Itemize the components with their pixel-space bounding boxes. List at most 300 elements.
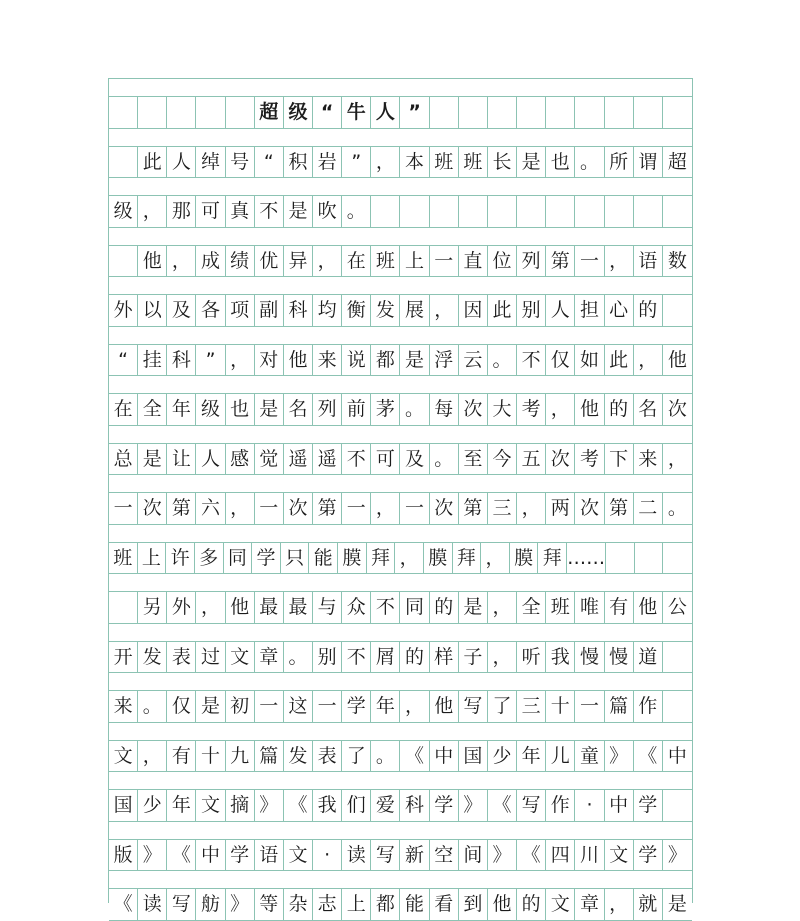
grid-cell: 以 bbox=[138, 295, 167, 326]
grid-cell: 不 bbox=[255, 196, 284, 227]
grid-cell bbox=[109, 246, 138, 277]
grid-cell: 中 bbox=[196, 840, 225, 871]
grid-cell: 一 bbox=[400, 493, 429, 524]
grid-cell: 间 bbox=[459, 840, 488, 871]
grid-cell: 第 bbox=[167, 493, 196, 524]
grid-cell: 国 bbox=[109, 790, 138, 821]
title-cell bbox=[226, 97, 255, 128]
grid-cell: 许 bbox=[166, 543, 195, 574]
grid-cell: 能 bbox=[309, 543, 338, 574]
row-gap-band bbox=[109, 673, 692, 691]
grid-cell: 他 bbox=[284, 345, 313, 376]
grid-cell: 写 bbox=[167, 889, 196, 920]
grid-cell: 。 bbox=[400, 394, 429, 425]
grid-cell: 让 bbox=[167, 444, 196, 475]
grid-cell: 了 bbox=[342, 741, 371, 772]
title-cell bbox=[109, 97, 138, 128]
row-gap-band bbox=[109, 376, 692, 394]
title-cell bbox=[634, 97, 663, 128]
grid-cell: 一 bbox=[430, 246, 459, 277]
row-gap-band bbox=[109, 624, 692, 642]
grid-cell: 是 bbox=[284, 196, 313, 227]
grid-cell: ， bbox=[196, 592, 225, 623]
grid-cell: 章 bbox=[575, 889, 604, 920]
grid-cell: 新 bbox=[400, 840, 429, 871]
cell-band bbox=[109, 889, 692, 921]
title-cell bbox=[605, 97, 634, 128]
grid-cell: 大 bbox=[488, 394, 517, 425]
grid-cell: ， bbox=[481, 543, 510, 574]
grid-cell: 今 bbox=[488, 444, 517, 475]
grid-cell: 文 bbox=[605, 840, 634, 871]
grid-cell: 直 bbox=[459, 246, 488, 277]
grid-cell: 是 bbox=[138, 444, 167, 475]
grid-cell: 次 bbox=[546, 444, 575, 475]
grid-cell: 同 bbox=[224, 543, 253, 574]
grid-cell: 一 bbox=[575, 246, 604, 277]
grid-cell: 读 bbox=[138, 889, 167, 920]
grid-cell: 科 bbox=[284, 295, 313, 326]
grid-cell: “ bbox=[255, 147, 284, 178]
grid-cell: 只 bbox=[281, 543, 310, 574]
cell-band bbox=[109, 642, 692, 674]
grid-cell: 多 bbox=[195, 543, 224, 574]
title-cell: “ bbox=[313, 97, 342, 128]
grid-cell: 样 bbox=[430, 642, 459, 673]
grid-cell: 《 bbox=[167, 840, 196, 871]
grid-cell: 感 bbox=[226, 444, 255, 475]
grid-cell: 文 bbox=[226, 642, 255, 673]
grid-cell: 一 bbox=[109, 493, 138, 524]
grid-cell: 们 bbox=[342, 790, 371, 821]
grid-cell bbox=[400, 196, 429, 227]
grid-cell bbox=[109, 147, 138, 178]
grid-cell: ， bbox=[634, 345, 663, 376]
grid-cell: 发 bbox=[138, 642, 167, 673]
grid-cell: 》 bbox=[605, 741, 634, 772]
grid-cell: 少 bbox=[488, 741, 517, 772]
grid-cell: 一 bbox=[575, 691, 604, 722]
grid-cell: 展 bbox=[400, 295, 429, 326]
grid-cell: 他 bbox=[226, 592, 255, 623]
grid-cell: 次 bbox=[575, 493, 604, 524]
grid-cell: ， bbox=[226, 345, 255, 376]
grid-cell: 不 bbox=[342, 444, 371, 475]
grid-cell: ， bbox=[138, 196, 167, 227]
grid-cell: 语 bbox=[634, 246, 663, 277]
grid-cell: 异 bbox=[284, 246, 313, 277]
grid-cell: 这 bbox=[284, 691, 313, 722]
grid-cell: 次 bbox=[284, 493, 313, 524]
grid-cell: 仅 bbox=[167, 691, 196, 722]
grid-cell: 中 bbox=[667, 744, 687, 767]
grid-cell: 国 bbox=[459, 741, 488, 772]
text-row bbox=[109, 624, 692, 674]
title-cell bbox=[167, 97, 196, 128]
grid-cell: 与 bbox=[313, 592, 342, 623]
grid-cell bbox=[517, 196, 546, 227]
grid-cell: 第 bbox=[605, 493, 634, 524]
grid-cell: 年 bbox=[167, 394, 196, 425]
grid-cell: 一 bbox=[313, 691, 342, 722]
grid-cell: 六 bbox=[196, 493, 225, 524]
grid-cell: 班 bbox=[430, 147, 459, 178]
grid-cell: 真 bbox=[226, 196, 255, 227]
row-gap-band bbox=[109, 822, 692, 840]
grid-cell: 膜 bbox=[424, 543, 453, 574]
grid-cell: 空 bbox=[430, 840, 459, 871]
grid-cell bbox=[605, 196, 634, 227]
grid-cell: 超 bbox=[667, 150, 687, 173]
grid-cell: 到 bbox=[459, 889, 488, 920]
composition-grid-paper bbox=[108, 78, 693, 915]
grid-cell: 学 bbox=[342, 691, 371, 722]
grid-cell: 他 bbox=[488, 889, 517, 920]
title-cell bbox=[575, 97, 604, 128]
grid-cell: 他 bbox=[138, 246, 167, 277]
grid-cell: 班 bbox=[546, 592, 575, 623]
grid-cell: 年 bbox=[167, 790, 196, 821]
title-cell bbox=[196, 97, 225, 128]
grid-cell: 学 bbox=[226, 840, 255, 871]
grid-cell: 年 bbox=[371, 691, 400, 722]
grid-cell: 仅 bbox=[546, 345, 575, 376]
text-row bbox=[109, 475, 692, 525]
grid-cell: 一 bbox=[342, 493, 371, 524]
grid-cell: 另 bbox=[138, 592, 167, 623]
grid-cell: 写 bbox=[459, 691, 488, 722]
grid-cell: 能 bbox=[400, 889, 429, 920]
text-row bbox=[109, 178, 692, 228]
grid-cell: 》 bbox=[255, 790, 284, 821]
grid-cell: 考 bbox=[575, 444, 604, 475]
grid-cell: 岩 bbox=[313, 147, 342, 178]
grid-cell: ， bbox=[667, 447, 687, 470]
grid-cell: 篇 bbox=[605, 691, 634, 722]
grid-cell: 读 bbox=[342, 840, 371, 871]
cell-band bbox=[109, 444, 692, 476]
grid-cell: 遥 bbox=[313, 444, 342, 475]
grid-cell: 的 bbox=[634, 295, 663, 326]
grid-cell: 》 bbox=[667, 843, 687, 866]
grid-cell: 人 bbox=[196, 444, 225, 475]
grid-cell: 外 bbox=[109, 295, 138, 326]
grid-cell: 是 bbox=[400, 345, 429, 376]
grid-cell: 拜 bbox=[538, 543, 567, 574]
grid-cell: 担 bbox=[575, 295, 604, 326]
grid-cell: 有 bbox=[605, 592, 634, 623]
title-cell: 牛 bbox=[342, 97, 371, 128]
grid-cell: 来 bbox=[313, 345, 342, 376]
grid-cell: 拜 bbox=[453, 543, 482, 574]
grid-cell: 作 bbox=[634, 691, 663, 722]
grid-cell: 人 bbox=[167, 147, 196, 178]
grid-cell: 文 bbox=[284, 840, 313, 871]
grid-cell bbox=[663, 691, 692, 722]
grid-cell: 全 bbox=[517, 592, 546, 623]
grid-cell: 的 bbox=[517, 889, 546, 920]
grid-cell: 班 bbox=[459, 147, 488, 178]
grid-cell: 都 bbox=[371, 345, 400, 376]
text-row bbox=[109, 228, 692, 278]
cell-band bbox=[109, 840, 692, 872]
grid-cell: 膜 bbox=[338, 543, 367, 574]
grid-cell: 成 bbox=[196, 246, 225, 277]
grid-cell: · bbox=[575, 790, 604, 821]
grid-cell: 学 bbox=[634, 790, 663, 821]
grid-cell: 最 bbox=[284, 592, 313, 623]
grid-cell: ， bbox=[226, 493, 255, 524]
grid-cell: ” bbox=[196, 345, 225, 376]
grid-cell: 说 bbox=[342, 345, 371, 376]
grid-cell: 班 bbox=[371, 246, 400, 277]
grid-cell: 此 bbox=[488, 295, 517, 326]
grid-cell bbox=[575, 196, 604, 227]
grid-cell: 上 bbox=[400, 246, 429, 277]
grid-cell: 第 bbox=[546, 246, 575, 277]
grid-cell: 看 bbox=[430, 889, 459, 920]
title-cell bbox=[517, 97, 546, 128]
grid-cell: 。 bbox=[284, 642, 313, 673]
grid-cell: 次 bbox=[667, 398, 687, 420]
grid-cell: 听 bbox=[517, 642, 546, 673]
grid-cell: 级 bbox=[196, 394, 225, 425]
grid-cell: 我 bbox=[313, 790, 342, 821]
grid-cell: 作 bbox=[546, 790, 575, 821]
grid-cell: 就 bbox=[634, 889, 663, 920]
row-gap-band bbox=[109, 79, 692, 97]
grid-cell: 谓 bbox=[634, 147, 663, 178]
grid-cell: 少 bbox=[138, 790, 167, 821]
grid-cell: 衡 bbox=[342, 295, 371, 326]
grid-cell: 他 bbox=[430, 691, 459, 722]
grid-cell: 列 bbox=[313, 394, 342, 425]
row-gap-band bbox=[109, 228, 692, 246]
grid-cell bbox=[634, 196, 663, 227]
grid-cell: 总 bbox=[109, 444, 138, 475]
title-cell bbox=[488, 97, 517, 128]
grid-cell: 。 bbox=[342, 196, 371, 227]
text-row bbox=[109, 426, 692, 476]
grid-cell: 的 bbox=[430, 592, 459, 623]
cell-band bbox=[109, 345, 692, 377]
grid-cell: ” bbox=[342, 147, 371, 178]
grid-cell: 绰 bbox=[196, 147, 225, 178]
cell-band bbox=[109, 246, 692, 278]
grid-cell: 都 bbox=[371, 889, 400, 920]
grid-cell: 不 bbox=[342, 642, 371, 673]
grid-cell: 文 bbox=[109, 741, 138, 772]
grid-cell: 绩 bbox=[226, 246, 255, 277]
grid-cell: ， bbox=[546, 394, 575, 425]
row-gap-band bbox=[109, 178, 692, 196]
grid-cell: 。 bbox=[575, 147, 604, 178]
text-row bbox=[109, 277, 692, 327]
grid-cell: 数 bbox=[667, 249, 687, 272]
grid-cell: 此 bbox=[138, 147, 167, 178]
grid-cell: 长 bbox=[488, 147, 517, 178]
grid-cell: 慢 bbox=[575, 642, 604, 673]
grid-cell: 三 bbox=[517, 691, 546, 722]
grid-cell: 因 bbox=[459, 295, 488, 326]
row-gap-band bbox=[109, 327, 692, 345]
grid-cell: 学 bbox=[252, 543, 281, 574]
grid-cell: 文 bbox=[546, 889, 575, 920]
grid-cell: 上 bbox=[342, 889, 371, 920]
row-gap-band bbox=[109, 525, 692, 543]
grid-cell: 杂 bbox=[284, 889, 313, 920]
grid-cell: 过 bbox=[196, 642, 225, 673]
title-cell: ” bbox=[400, 97, 429, 128]
row-gap-band bbox=[109, 426, 692, 444]
grid-cell: ， bbox=[167, 246, 196, 277]
grid-cell: 的 bbox=[605, 394, 634, 425]
grid-cell: 写 bbox=[371, 840, 400, 871]
grid-cell: 觉 bbox=[255, 444, 284, 475]
grid-cell: ， bbox=[488, 592, 517, 623]
grid-cell: ， bbox=[395, 543, 424, 574]
title-cell: 人 bbox=[371, 97, 400, 128]
grid-cell: ， bbox=[430, 295, 459, 326]
grid-cell: 表 bbox=[167, 642, 196, 673]
grid-cell: 心 bbox=[605, 295, 634, 326]
grid-cell: 《 bbox=[517, 840, 546, 871]
cell-band bbox=[109, 691, 692, 723]
grid-cell: 不 bbox=[517, 345, 546, 376]
grid-cell: 优 bbox=[255, 246, 284, 277]
grid-cell bbox=[663, 196, 692, 227]
title-cell bbox=[546, 97, 575, 128]
grid-cell: 是 bbox=[459, 592, 488, 623]
grid-cell: 五 bbox=[517, 444, 546, 475]
grid-cell: 班 bbox=[109, 543, 138, 574]
grid-cell: 表 bbox=[313, 741, 342, 772]
grid-cell: 公 bbox=[667, 596, 687, 618]
grid-cell: 同 bbox=[400, 592, 429, 623]
grid-cell: 第 bbox=[459, 493, 488, 524]
grid-cell: 考 bbox=[517, 394, 546, 425]
cell-band bbox=[109, 147, 692, 179]
grid-cell: 川 bbox=[575, 840, 604, 871]
cell-band bbox=[109, 196, 692, 228]
grid-cell: 来 bbox=[634, 444, 663, 475]
grid-cell: 拜 bbox=[367, 543, 396, 574]
row-gap-band bbox=[109, 723, 692, 741]
grid-cell bbox=[663, 790, 692, 821]
grid-cell bbox=[430, 196, 459, 227]
cell-band bbox=[109, 394, 692, 426]
grid-cell: 章 bbox=[255, 642, 284, 673]
grid-cell: 。 bbox=[430, 444, 459, 475]
grid-cell: 。 bbox=[667, 497, 687, 519]
grid-cell: 列 bbox=[517, 246, 546, 277]
grid-cell: · bbox=[313, 840, 342, 871]
grid-cell bbox=[606, 543, 635, 574]
grid-cell: 科 bbox=[167, 345, 196, 376]
grid-cell: 儿 bbox=[546, 741, 575, 772]
grid-cell: 吹 bbox=[313, 196, 342, 227]
title-cell: 级 bbox=[284, 97, 313, 128]
title-cell bbox=[430, 97, 459, 128]
grid-cell bbox=[663, 295, 692, 326]
grid-cell: ， bbox=[138, 741, 167, 772]
grid-cell: 所 bbox=[605, 147, 634, 178]
text-row bbox=[109, 723, 692, 773]
grid-cell: 项 bbox=[226, 295, 255, 326]
grid-cell: 各 bbox=[196, 295, 225, 326]
grid-cell: 级 bbox=[109, 196, 138, 227]
text-row bbox=[109, 673, 692, 723]
grid-cell: 每 bbox=[430, 394, 459, 425]
grid-cell: 是 bbox=[255, 394, 284, 425]
grid-cell: 一 bbox=[255, 493, 284, 524]
grid-cell: ， bbox=[605, 889, 634, 920]
grid-cell: 至 bbox=[459, 444, 488, 475]
grid-cell: ， bbox=[313, 246, 342, 277]
grid-cell: 开 bbox=[109, 642, 138, 673]
grid-cell: 最 bbox=[255, 592, 284, 623]
grid-cell: 他 bbox=[667, 348, 687, 371]
grid-cell: 次 bbox=[138, 493, 167, 524]
grid-cell: 是 bbox=[517, 147, 546, 178]
grid-cell: 是 bbox=[667, 893, 687, 915]
grid-cell: 众 bbox=[342, 592, 371, 623]
grid-cell: 。 bbox=[371, 741, 400, 772]
title-cell bbox=[459, 97, 488, 128]
grid-cell: 学 bbox=[430, 790, 459, 821]
grid-cell: 遥 bbox=[284, 444, 313, 475]
grid-cell: 如 bbox=[575, 345, 604, 376]
grid-cell: 别 bbox=[517, 295, 546, 326]
grid-cell: ， bbox=[400, 691, 429, 722]
grid-cell: 挂 bbox=[138, 345, 167, 376]
title-cell: 超 bbox=[255, 97, 284, 128]
grid-cell: 位 bbox=[488, 246, 517, 277]
grid-cell: 子 bbox=[459, 642, 488, 673]
grid-cell bbox=[371, 196, 400, 227]
grid-cell bbox=[663, 543, 692, 574]
grid-cell: 在 bbox=[342, 246, 371, 277]
cell-band bbox=[109, 592, 692, 624]
row-gap-band bbox=[109, 277, 692, 295]
grid-cell: 》 bbox=[459, 790, 488, 821]
grid-cell bbox=[488, 196, 517, 227]
grid-cell: 名 bbox=[284, 394, 313, 425]
grid-cell: 《 bbox=[634, 741, 663, 772]
grid-cell: 第 bbox=[313, 493, 342, 524]
grid-cell: 《 bbox=[488, 790, 517, 821]
grid-cell: 外 bbox=[167, 592, 196, 623]
grid-cell: 道 bbox=[634, 642, 663, 673]
grid-cell: 初 bbox=[226, 691, 255, 722]
grid-cell: 及 bbox=[167, 295, 196, 326]
grid-cell: 下 bbox=[605, 444, 634, 475]
grid-cell: 在 bbox=[109, 394, 138, 425]
grid-cell: 次 bbox=[459, 394, 488, 425]
grid-cell: 均 bbox=[313, 295, 342, 326]
text-row bbox=[109, 574, 692, 624]
grid-cell: 发 bbox=[371, 295, 400, 326]
grid-cell: 及 bbox=[400, 444, 429, 475]
grid-cell: ， bbox=[605, 246, 634, 277]
grid-cell: 年 bbox=[517, 741, 546, 772]
grid-cell: 三 bbox=[488, 493, 517, 524]
grid-cell: 文 bbox=[196, 790, 225, 821]
cell-band bbox=[109, 543, 692, 575]
grid-cell bbox=[663, 642, 692, 673]
grid-cell bbox=[109, 592, 138, 623]
cell-band bbox=[109, 97, 692, 129]
